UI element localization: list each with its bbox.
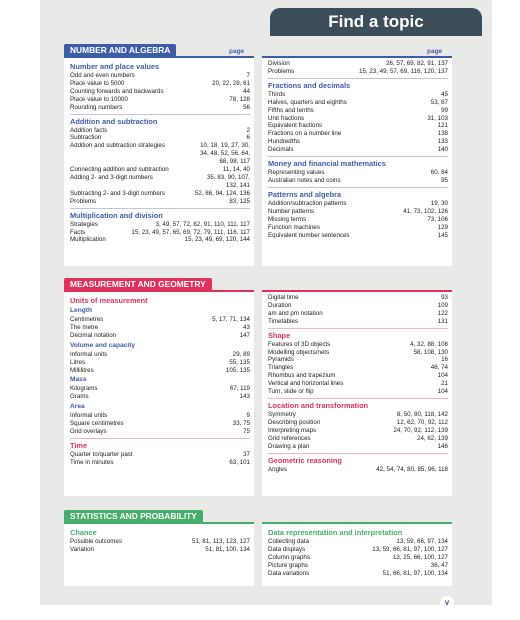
topic-name: Adding 2- and 3-digit numbers (70, 173, 153, 181)
topic-pages: 60, 84 (430, 169, 448, 177)
topic-pages: 13, 59, 66, 81, 97, 100, 127 (372, 545, 448, 553)
topic-entry (70, 229, 250, 237)
topic-entry (268, 60, 448, 68)
section-divider (268, 453, 448, 454)
topic-name: Time in minutes (70, 458, 114, 466)
topic-entry (70, 96, 250, 104)
topic-entry (70, 72, 250, 80)
topic-pages: 129 (437, 223, 448, 231)
topic-pages: 73, 106 (427, 215, 448, 223)
topic-entry (70, 236, 250, 244)
statistics-probability-right-panel (262, 522, 452, 586)
topic-name: Centimetres (70, 316, 104, 323)
topic-name: Addition facts (70, 126, 108, 134)
topic-name: Addition and subtraction strategies (70, 142, 165, 150)
topic-pages: 51, 66, 81, 97, 100, 134 (382, 569, 448, 577)
topic-pages: 63, 101 (229, 458, 250, 466)
topic-entry (268, 318, 448, 326)
topic-name: Decimals (268, 146, 294, 154)
topic-pages: 132, 141 (225, 181, 250, 189)
topic-name: The metre (70, 323, 99, 331)
topic-entry (268, 99, 448, 107)
topic-name: Grams (70, 393, 89, 401)
topic-name: Division (268, 60, 290, 67)
subsection-title: Volume and capacity (70, 341, 136, 349)
topic-entry (70, 88, 250, 96)
topic-entry (268, 130, 448, 138)
topic-name: Problems (268, 67, 295, 75)
section-divider (70, 208, 250, 209)
subsection-title: Mass (70, 376, 87, 384)
page-column-label-right: page (427, 48, 443, 55)
topic-name: Symmetry (268, 410, 296, 418)
topic-entry (70, 546, 250, 554)
topic-pages: 121 (437, 122, 448, 130)
section-title: Fractions and decimals (268, 80, 351, 90)
topic-entry (70, 134, 250, 142)
section-title: Units of measurement (70, 296, 148, 305)
topic-pages: 143 (239, 393, 250, 401)
topic-name: Drawing a plan (268, 442, 310, 450)
section-divider (70, 438, 250, 439)
topic-entry (268, 427, 448, 435)
topic-pages: 51, 81, 113, 123, 127 (191, 538, 250, 545)
topic-entry (268, 224, 448, 232)
topic-entry (268, 435, 448, 443)
topic-name: Addition/subtraction patterns (268, 199, 347, 207)
topic-name: Informal units (70, 350, 108, 358)
topic-pages: 41, 73, 102, 126 (403, 207, 448, 215)
topic-name: Subtracting 2- and 3-digit numbers (70, 189, 165, 197)
section-divider (268, 156, 448, 157)
topic-entry (70, 316, 250, 324)
topic-pages: 15, 23, 49, 57, 69, 116, 120, 137 (359, 67, 448, 75)
section-title: Multiplication and division (70, 210, 163, 220)
topic-name: Missing terms (268, 215, 307, 223)
topic-entry (70, 324, 250, 332)
topic-pages: 36, 47 (430, 561, 448, 569)
topic-entry (70, 142, 250, 150)
topic-pages: 34, 48, 52, 56, 64, (200, 150, 250, 158)
topic-entry (70, 412, 250, 420)
topic-pages: 37 (243, 450, 250, 458)
topic-name: Litres (70, 358, 86, 366)
topic-pages: 15, 23, 49, 69, 120, 144 (184, 236, 250, 244)
topic-name: Angles (268, 465, 287, 473)
page-number: v (440, 596, 454, 610)
topic-pages: 43 (243, 323, 250, 331)
topic-pages: 56 (243, 103, 250, 111)
topic-name: Fractions on a number line (268, 130, 342, 138)
topic-pages: 68, 98, 117 (219, 158, 250, 166)
topic-entry (70, 182, 250, 190)
topic-name: Collecting data (268, 538, 309, 545)
measurement-geometry-heading: MEASUREMENT AND GEOMETRY (64, 278, 212, 291)
topic-pages: 99 (441, 106, 448, 114)
section-title: Addition and subtraction (70, 116, 158, 126)
topic-entry (70, 158, 250, 166)
topic-entry (70, 538, 250, 546)
topic-entry (268, 466, 448, 474)
topic-pages: 29, 89 (232, 350, 250, 358)
topic-entry (70, 393, 250, 401)
topic-entry (268, 107, 448, 115)
topic-pages: 46, 74 (430, 364, 448, 372)
topic-name: Column graphs (268, 553, 310, 561)
topic-pages: 16 (441, 356, 448, 364)
topic-entry (268, 294, 448, 302)
topic-name: Place value to 5000 (70, 79, 125, 87)
topic-entry (268, 538, 448, 546)
topic-pages: 31, 103 (427, 114, 448, 122)
topic-pages: 78, 128 (229, 95, 250, 103)
topic-name: Rounding numbers (70, 103, 123, 111)
section-divider (268, 398, 448, 399)
topic-entry (268, 146, 448, 154)
topic-name: Odd and even numbers (70, 72, 135, 79)
topic-name: Modelling objects/nets (268, 348, 330, 356)
topic-name: Place value to 10000 (70, 95, 128, 103)
topic-name: am and pm notation (268, 309, 323, 317)
topic-pages: 58, 108, 130 (413, 348, 448, 356)
topic-entry (268, 232, 448, 240)
section-title: Data representation and interpretation (268, 528, 403, 537)
topic-name: Grid references (268, 434, 311, 442)
number-algebra-left-panel (64, 56, 254, 266)
topic-pages: 35, 83, 90, 107, (206, 173, 250, 181)
topic-pages: 104 (437, 372, 448, 380)
topic-name: Representing values (268, 169, 325, 177)
topic-pages: 147 (239, 331, 250, 339)
topic-entry (70, 420, 250, 428)
topic-pages: 93 (441, 294, 448, 301)
topic-name: Counting forwards and backwards (70, 87, 164, 95)
topic-name: Triangles (268, 364, 294, 372)
topic-entry (70, 451, 250, 459)
topic-pages: 11, 14, 40 (222, 166, 250, 174)
topic-pages: 53, 87 (430, 98, 448, 106)
topic-name: Halves, quarters and eighths (268, 98, 347, 106)
topic-name: Grid overlays (70, 428, 107, 436)
topic-name: Problems (70, 197, 97, 205)
section-title: Chance (70, 528, 97, 537)
topic-name: Vertical and horizontal lines (268, 380, 344, 388)
section-title: Money and financial mathematics (268, 159, 386, 169)
topic-pages: 6 (246, 134, 250, 142)
topic-entry (268, 68, 448, 76)
topic-pages: 133 (437, 138, 448, 146)
topic-name: Duration (268, 301, 292, 309)
topic-entry (268, 91, 448, 99)
topic-entry (268, 570, 448, 578)
topic-pages: 10, 18, 19, 27, 30, (200, 142, 250, 150)
topic-name: Multiplication (70, 236, 106, 244)
topic-name: Variation (70, 545, 94, 553)
section-title: Geometric reasoning (268, 455, 342, 465)
topic-name: Turn, slide or flip (268, 388, 314, 396)
topic-entry (268, 419, 448, 427)
measurement-geometry-left-panel (64, 290, 254, 496)
topic-entry (268, 200, 448, 208)
statistics-probability-left-panel (64, 522, 254, 586)
page-column-label-left: page (229, 48, 245, 55)
topic-name: Hundredths (268, 138, 300, 146)
topic-pages: 45 (441, 90, 448, 98)
topic-pages: 13, 25, 66, 100, 127 (392, 553, 448, 561)
topic-name: Interpreting maps (268, 426, 317, 434)
topic-pages: 2 (246, 126, 250, 134)
topic-name: Quarter to/quarter past (70, 450, 133, 458)
topic-name: Timetables (268, 317, 299, 325)
section-divider (268, 187, 448, 188)
section-divider (268, 328, 448, 329)
topic-pages: 21 (441, 380, 448, 388)
topic-entry (70, 385, 250, 393)
topic-pages: 13, 59, 66, 97, 134 (396, 538, 448, 545)
topic-entry (70, 351, 250, 359)
topic-pages: 138 (437, 130, 448, 138)
topic-pages: 26, 57, 69, 82, 91, 137 (386, 60, 448, 67)
topic-name: Pyramids (268, 356, 294, 364)
topic-pages: 19, 30 (430, 199, 448, 207)
topic-entry (268, 310, 448, 318)
topic-pages: 8, 50, 80, 118, 142 (396, 410, 448, 418)
topic-pages: 33, 75 (232, 420, 250, 428)
topic-name: Kilograms (70, 385, 98, 393)
topic-name: Function machines (268, 223, 320, 231)
topic-name: Strategies (70, 220, 98, 228)
topic-pages: 145 (437, 231, 448, 239)
topic-entry (70, 459, 250, 467)
topic-pages: 52, 86, 94, 124, 136 (194, 189, 250, 197)
topic-name: Australian notes and coins (268, 176, 341, 184)
topic-pages: 20, 22, 28, 61 (212, 79, 250, 87)
topic-pages: 42, 54, 74, 80, 85, 96, 118 (376, 465, 448, 473)
topic-entry (268, 208, 448, 216)
subsection-title: Length (70, 307, 92, 314)
topic-entry (268, 216, 448, 224)
topic-name: Millilitres (70, 366, 94, 374)
topic-entry (70, 174, 250, 182)
topic-name: Facts (70, 228, 86, 236)
topic-name: Informal units (70, 412, 108, 420)
section-title: Location and transformation (268, 400, 369, 410)
topic-name: Fifths and tenths (268, 106, 314, 114)
topic-entry (268, 388, 448, 396)
topic-pages: 12, 62, 70, 92, 112 (396, 418, 448, 426)
number-algebra-right-panel (262, 56, 452, 266)
subsection-title: Area (70, 403, 85, 411)
topic-entry (268, 169, 448, 177)
topic-entry (70, 198, 250, 206)
topic-name: Picture graphs (268, 561, 308, 569)
topic-entry (70, 150, 250, 158)
topic-name: Thirds (268, 90, 286, 98)
section-title: Shape (268, 330, 291, 340)
topic-name: Unit fractions (268, 114, 305, 122)
topic-entry (268, 122, 448, 130)
topic-entry (70, 359, 250, 367)
topic-entry (70, 428, 250, 436)
topic-name: Number patterns (268, 207, 315, 215)
topic-pages: 105, 135 (225, 366, 250, 374)
topic-name: Square centimetres (70, 420, 124, 428)
topic-entry (268, 356, 448, 364)
topic-name: Data displays (268, 545, 306, 553)
topic-name: Describing position (268, 418, 321, 426)
section-title: Time (70, 440, 88, 450)
topic-pages: 140 (437, 146, 448, 154)
topic-pages: 24, 62, 139 (417, 434, 448, 442)
topic-pages: 44 (243, 87, 250, 95)
topic-entry (268, 115, 448, 123)
topic-entry (70, 332, 250, 340)
topic-entry (70, 127, 250, 135)
topic-entry (268, 562, 448, 570)
topic-pages: 83, 125 (229, 197, 250, 205)
topic-pages: 24, 70, 92, 112, 139 (393, 426, 448, 434)
topic-entry (268, 349, 448, 357)
topic-name: Digital time (268, 294, 299, 301)
section-title: Number and place values (70, 62, 160, 71)
topic-pages: 75 (243, 428, 250, 436)
topic-pages: 104 (437, 388, 448, 396)
section-divider (70, 114, 250, 115)
page-title: Find a topic (270, 8, 482, 36)
topic-pages: 7 (246, 72, 250, 79)
topic-name: Features of 3D objects (268, 340, 331, 348)
topic-entry (268, 554, 448, 562)
topic-entry (70, 80, 250, 88)
topic-pages: 4, 32, 88, 108 (410, 340, 448, 348)
section-divider (268, 78, 448, 79)
topic-entry (70, 221, 250, 229)
topic-entry (70, 166, 250, 174)
topic-pages: 146 (437, 442, 448, 450)
topic-entry (70, 104, 250, 112)
topic-entry (268, 364, 448, 372)
topic-pages: 131 (437, 317, 448, 325)
topic-name: Rhombus and trapezium (268, 372, 336, 380)
topic-pages: 55, 135 (229, 358, 250, 366)
topic-entry (268, 443, 448, 451)
topic-name: Decimal notation (70, 331, 117, 339)
topic-name: Subtraction (70, 134, 102, 142)
topic-pages: 109 (437, 301, 448, 309)
topic-entry (268, 341, 448, 349)
topic-entry (70, 190, 250, 198)
topic-pages: 3, 49, 57, 72, 82, 91, 110, 111, 117 (155, 220, 250, 228)
topic-entry (70, 367, 250, 375)
topic-pages: 51, 81, 100, 134 (205, 545, 250, 553)
topic-pages: 95 (441, 176, 448, 184)
topic-entry (268, 380, 448, 388)
topic-name: Connecting addition and subtraction (70, 166, 169, 174)
topic-entry (268, 302, 448, 310)
topic-name: Equivalent number sentences (268, 231, 350, 239)
section-title: Patterns and algebra (268, 189, 342, 199)
topic-name: Possible outcomes (70, 538, 122, 545)
topic-name: Equivalent fractions (268, 122, 322, 130)
statistics-probability-heading: STATISTICS AND PROBABILITY (64, 510, 203, 523)
topic-pages: 5, 17, 71, 134 (212, 316, 250, 323)
topic-pages: 122 (437, 309, 448, 317)
topic-entry (268, 546, 448, 554)
measurement-geometry-right-panel (262, 290, 452, 496)
topic-name: Data variations (268, 569, 310, 577)
topic-entry (268, 138, 448, 146)
topic-entry (268, 177, 448, 185)
topic-entry (268, 372, 448, 380)
number-algebra-heading: NUMBER AND ALGEBRA (64, 44, 176, 57)
topic-pages: 9 (246, 412, 250, 420)
topic-entry (268, 411, 448, 419)
topic-pages: 67, 119 (229, 385, 250, 393)
topic-pages: 15, 23, 49, 57, 65, 69, 72, 79, 111, 116, 117 (131, 228, 250, 236)
